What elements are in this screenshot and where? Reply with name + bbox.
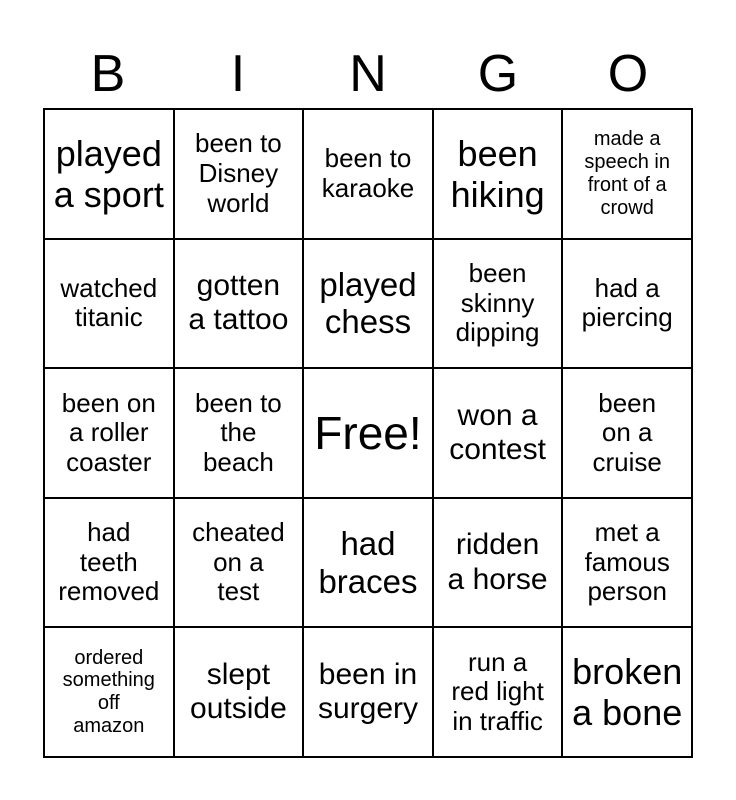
bingo-cell[interactable]	[175, 110, 305, 240]
cell-text: been in surgery	[317, 658, 419, 726]
bingo-cell[interactable]	[45, 110, 175, 240]
cell-text: been on a cruise	[592, 387, 662, 477]
bingo-cell[interactable]	[45, 369, 175, 499]
bingo-cell[interactable]	[434, 240, 564, 370]
cell-text: broken a bone	[572, 651, 683, 734]
bingo-cell[interactable]	[434, 499, 564, 629]
bingo-cell[interactable]	[434, 628, 564, 758]
cell-text: cheated on a test	[192, 517, 285, 607]
bingo-cell[interactable]	[563, 499, 693, 629]
cell-text: had braces	[318, 524, 418, 600]
cell-text: won a contest	[449, 398, 546, 466]
header-letter-o: O	[607, 45, 649, 103]
cell-text: had teeth removed	[58, 517, 160, 607]
bingo-cell[interactable]	[304, 499, 434, 629]
bingo-cell[interactable]	[175, 628, 305, 758]
cell-text: been hiking	[450, 132, 545, 215]
cell-text: gotten a tattoo	[188, 269, 289, 337]
cell-text: been to karaoke	[321, 143, 415, 203]
cell-text: played a sport	[53, 132, 164, 215]
cell-text: watched titanic	[60, 272, 158, 333]
header-letter-b: B	[90, 45, 126, 103]
cell-text: played chess	[319, 265, 417, 341]
cell-text: been to the beach	[195, 387, 282, 477]
bingo-cell[interactable]	[563, 110, 693, 240]
bingo-cell[interactable]	[175, 240, 305, 370]
bingo-cell[interactable]	[45, 499, 175, 629]
cell-text: met a famous person	[584, 517, 670, 607]
bingo-cell[interactable]	[45, 628, 175, 758]
bingo-cell[interactable]	[563, 240, 693, 370]
bingo-cell[interactable]	[563, 369, 693, 499]
bingo-cell[interactable]	[434, 110, 564, 240]
cell-text: slept outside	[190, 658, 287, 726]
bingo-cell[interactable]	[45, 240, 175, 370]
free-space-text: Free!	[314, 406, 422, 459]
header-letter-g: G	[477, 45, 519, 103]
cell-text: run a red light in traffic	[451, 646, 544, 736]
bingo-cell[interactable]	[304, 628, 434, 758]
bingo-cell[interactable]	[304, 110, 434, 240]
bingo-cell[interactable]	[563, 628, 693, 758]
cell-text: been skinny dipping	[455, 257, 540, 348]
cell-text: made a speech in front of a crowd	[584, 128, 670, 219]
cell-text: ridden a horse	[447, 528, 548, 596]
bingo-board	[43, 108, 693, 758]
bingo-cell[interactable]	[304, 240, 434, 370]
header-letter-n: N	[349, 45, 387, 103]
header-letter-i: I	[230, 45, 246, 103]
bingo-cell[interactable]	[434, 369, 564, 499]
free-space-cell[interactable]	[304, 369, 434, 499]
cell-text: ordered something off amazon	[62, 646, 155, 737]
bingo-cell[interactable]	[175, 499, 305, 629]
bingo-cell[interactable]	[175, 369, 305, 499]
cell-text: been to Disney world	[195, 128, 282, 218]
cell-text: been on a roller coaster	[61, 387, 156, 477]
cell-text: had a piercing	[581, 272, 673, 333]
bingo-header	[43, 40, 693, 108]
